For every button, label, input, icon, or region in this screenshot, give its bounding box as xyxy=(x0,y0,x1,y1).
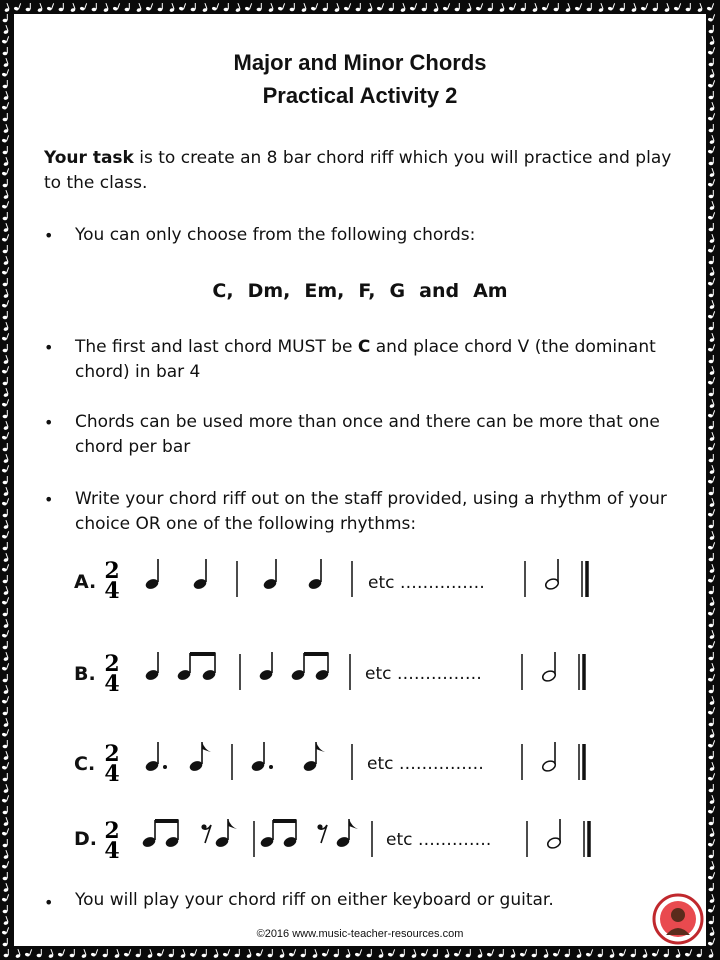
title-line-2: Practical Activity 2 xyxy=(262,83,458,108)
bullet-icon: • xyxy=(44,226,54,245)
time-sig-bottom: 4 xyxy=(104,578,120,604)
rhythm-a-etc: etc …………… xyxy=(368,573,485,593)
time-signature xyxy=(104,741,119,787)
time-sig-bottom: 4 xyxy=(104,671,120,697)
time-signature xyxy=(104,651,119,697)
time-sig-bottom: 4 xyxy=(104,838,120,864)
time-signature xyxy=(104,558,119,604)
rhythm-c-label: C. xyxy=(74,753,96,775)
eighth-note-pair-icon xyxy=(259,819,297,849)
final-barline xyxy=(579,654,584,690)
bullet-3-line-2: chord per bar xyxy=(75,437,191,457)
title-line-1: Major and Minor Chords xyxy=(233,50,487,75)
chord-item: and xyxy=(419,280,460,302)
final-barline xyxy=(579,744,584,780)
eighth-rest-icon xyxy=(317,824,327,843)
logo-badge xyxy=(652,893,704,945)
final-barline xyxy=(582,561,587,597)
eighth-note-pair-icon xyxy=(141,819,179,849)
time-signature xyxy=(104,818,119,864)
quarter-note-icon xyxy=(258,652,273,682)
bullet-2-pre: The first and last chord MUST be xyxy=(75,337,358,357)
bullet-4-line-1: Write your chord riff out on the staff provided, using a rhythm of your xyxy=(75,489,667,509)
footer-copyright: ©2016 www.music-teacher-resources.com xyxy=(256,928,464,940)
half-note-icon xyxy=(541,742,556,773)
rhythm-d-staff xyxy=(0,815,720,875)
intro-bold: Your task xyxy=(44,148,134,168)
final-barline xyxy=(584,821,589,857)
rhythm-a-staff xyxy=(0,555,720,615)
chord-item: G xyxy=(389,280,406,302)
time-sig-bottom: 4 xyxy=(104,761,120,787)
bullet-4-line-2: choice OR one of the following rhythms: xyxy=(75,514,417,534)
rhythm-b-etc: etc …………… xyxy=(365,664,482,684)
eighth-note-pair-icon xyxy=(290,652,329,682)
time-sig-top: 2 xyxy=(104,558,120,584)
rhythm-b-label: B. xyxy=(74,663,96,685)
quarter-note-icon xyxy=(262,559,277,591)
eighth-rest-icon xyxy=(201,824,211,843)
bullet-5-text: You will play your chord riff on either keyboard or guitar. xyxy=(75,890,554,910)
intro-line-1: is to create an 8 bar chord riff which you will practice and play xyxy=(133,148,672,168)
eighth-note-icon xyxy=(335,819,358,849)
rhythm-a-label: A. xyxy=(74,571,97,593)
quarter-note-icon xyxy=(192,559,207,591)
chord-item: F, xyxy=(358,280,376,302)
quarter-note-icon xyxy=(144,559,159,591)
intro-paragraph xyxy=(44,146,684,196)
bullet-icon: • xyxy=(44,490,54,509)
bullet-icon: • xyxy=(44,893,54,912)
bullet-3-line-1: Chords can be used more than once and there can be more that one xyxy=(75,412,660,432)
rhythm-c-etc: etc …………… xyxy=(367,754,484,774)
bullet-icon: • xyxy=(44,413,54,432)
chord-item: Dm, xyxy=(247,280,291,302)
bullet-icon: • xyxy=(44,338,54,357)
rhythm-b-staff xyxy=(0,648,720,708)
intro-line-2: to the class. xyxy=(44,173,148,193)
chord-item: Em, xyxy=(304,280,345,302)
rhythm-d-etc: etc …………. xyxy=(386,830,492,850)
eighth-note-icon xyxy=(188,742,211,773)
bullet-4-text xyxy=(75,487,667,537)
quarter-note-icon xyxy=(144,652,159,682)
bullet-2-line-2: chord) in bar 4 xyxy=(75,362,201,382)
eighth-note-icon xyxy=(302,742,325,773)
eighth-note-pair-icon xyxy=(176,652,216,682)
bullet-1-text: You can only choose from the following chords: xyxy=(75,225,476,245)
chord-list xyxy=(0,280,720,302)
half-note-icon xyxy=(546,819,561,850)
time-sig-top: 2 xyxy=(104,741,120,767)
time-sig-top: 2 xyxy=(104,818,120,844)
bullet-2-bold: C xyxy=(357,337,371,357)
eighth-note-icon xyxy=(214,819,237,849)
dotted-quarter-note-icon xyxy=(250,742,273,773)
bullet-2-text xyxy=(75,335,656,385)
chord-item: C, xyxy=(212,280,234,302)
half-note-icon xyxy=(544,559,559,591)
chord-item: Am xyxy=(473,280,508,302)
rhythm-c-staff xyxy=(0,738,720,798)
bullet-2-post: and place chord V (the dominant xyxy=(370,337,656,357)
half-note-icon xyxy=(541,652,556,683)
dotted-quarter-note-icon xyxy=(144,742,167,773)
quarter-note-icon xyxy=(307,559,322,591)
bullet-3-text xyxy=(75,410,660,460)
rhythm-d-label: D. xyxy=(74,828,97,850)
time-sig-top: 2 xyxy=(104,651,120,677)
